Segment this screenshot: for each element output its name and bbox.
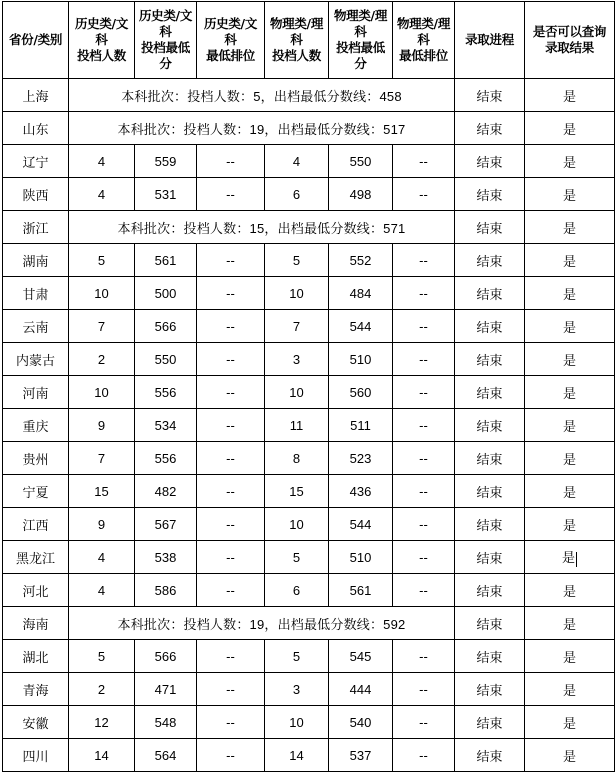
cell-progress: 结束 bbox=[455, 79, 525, 112]
cell-hist-count: 10 bbox=[69, 277, 135, 310]
table-row bbox=[3, 739, 615, 772]
column-header-line: 历史类/文 bbox=[138, 8, 193, 23]
column-header-phys-min-rank bbox=[393, 2, 455, 79]
table-row bbox=[3, 310, 615, 343]
table-header-row bbox=[3, 2, 615, 79]
column-header-line: 分 bbox=[354, 56, 367, 71]
cell-progress: 结束 bbox=[455, 112, 525, 145]
column-header-line: 录取结果 bbox=[545, 40, 594, 55]
cell-phys-min-score: 540 bbox=[329, 706, 393, 739]
text-cursor bbox=[576, 552, 577, 567]
cell-phys-min-rank: -- bbox=[393, 673, 455, 706]
cell-province: 黑龙江 bbox=[3, 541, 69, 574]
table-row bbox=[3, 376, 615, 409]
cell-province: 上海 bbox=[3, 79, 69, 112]
cell-hist-count: 9 bbox=[69, 409, 135, 442]
cell-queryable: 是 bbox=[525, 508, 615, 541]
cell-phys-min-score: 510 bbox=[329, 541, 393, 574]
cell-progress: 结束 bbox=[455, 376, 525, 409]
cell-merged-summary: 本科批次：投档人数：19，出档最低分数线：517 bbox=[69, 112, 455, 145]
cell-phys-min-rank: -- bbox=[393, 343, 455, 376]
table-row bbox=[3, 343, 615, 376]
cell-hist-min-rank: -- bbox=[197, 145, 265, 178]
table-row bbox=[3, 211, 615, 244]
cell-progress: 结束 bbox=[455, 673, 525, 706]
table-row bbox=[3, 475, 615, 508]
table-row bbox=[3, 574, 615, 607]
cell-hist-min-rank: -- bbox=[197, 376, 265, 409]
cell-hist-min-score: 548 bbox=[135, 706, 197, 739]
cell-phys-min-rank: -- bbox=[393, 277, 455, 310]
cell-queryable: 是 bbox=[525, 376, 615, 409]
column-header-line: 科 bbox=[95, 32, 108, 47]
table-body bbox=[3, 79, 615, 772]
cell-phys-min-score: 510 bbox=[329, 343, 393, 376]
cell-progress: 结束 bbox=[455, 640, 525, 673]
cell-phys-min-rank: -- bbox=[393, 376, 455, 409]
cell-phys-min-rank: -- bbox=[393, 739, 455, 772]
cell-progress: 结束 bbox=[455, 739, 525, 772]
cell-hist-count: 12 bbox=[69, 706, 135, 739]
table-row bbox=[3, 640, 615, 673]
column-header-hist-min-rank bbox=[197, 2, 265, 79]
cell-phys-min-rank: -- bbox=[393, 244, 455, 277]
cell-queryable: 是 bbox=[525, 706, 615, 739]
cell-province: 甘肃 bbox=[3, 277, 69, 310]
cell-hist-min-rank: -- bbox=[197, 178, 265, 211]
cell-phys-count: 10 bbox=[265, 706, 329, 739]
cell-hist-count: 4 bbox=[69, 145, 135, 178]
table-row bbox=[3, 277, 615, 310]
cell-progress: 结束 bbox=[455, 277, 525, 310]
cell-phys-min-rank: -- bbox=[393, 508, 455, 541]
cell-phys-min-rank: -- bbox=[393, 541, 455, 574]
cell-hist-count: 5 bbox=[69, 640, 135, 673]
cell-hist-min-score: 471 bbox=[135, 673, 197, 706]
cell-hist-count: 2 bbox=[69, 673, 135, 706]
cell-province: 贵州 bbox=[3, 442, 69, 475]
column-header-hist-min-score bbox=[135, 2, 197, 79]
cell-progress: 结束 bbox=[455, 343, 525, 376]
cell-progress: 结束 bbox=[455, 574, 525, 607]
cell-progress: 结束 bbox=[455, 310, 525, 343]
table-row bbox=[3, 607, 615, 640]
cell-phys-min-score: 537 bbox=[329, 739, 393, 772]
table-row bbox=[3, 112, 615, 145]
cell-phys-count: 5 bbox=[265, 541, 329, 574]
column-header-line: 科 bbox=[290, 32, 303, 47]
cell-hist-min-rank: -- bbox=[197, 673, 265, 706]
column-header-line: 最低排位 bbox=[206, 48, 255, 63]
cell-phys-count: 8 bbox=[265, 442, 329, 475]
cell-phys-min-score: 552 bbox=[329, 244, 393, 277]
cell-province: 宁夏 bbox=[3, 475, 69, 508]
cell-province: 海南 bbox=[3, 607, 69, 640]
cell-queryable: 是 bbox=[525, 178, 615, 211]
cell-hist-min-score: 564 bbox=[135, 739, 197, 772]
cell-province: 江西 bbox=[3, 508, 69, 541]
cell-phys-min-score: 523 bbox=[329, 442, 393, 475]
cell-phys-min-score: 545 bbox=[329, 640, 393, 673]
cell-phys-count: 10 bbox=[265, 376, 329, 409]
column-header-phys-count bbox=[265, 2, 329, 79]
cell-province: 陕西 bbox=[3, 178, 69, 211]
cell-phys-min-rank: -- bbox=[393, 409, 455, 442]
cell-province: 云南 bbox=[3, 310, 69, 343]
cell-queryable: 是 bbox=[525, 673, 615, 706]
column-header-line: 最低排位 bbox=[399, 48, 448, 63]
cell-hist-min-rank: -- bbox=[197, 508, 265, 541]
column-header-line: 投档人数 bbox=[272, 48, 321, 63]
cell-queryable: 是 bbox=[525, 343, 615, 376]
cell-phys-count: 7 bbox=[265, 310, 329, 343]
cell-hist-count: 10 bbox=[69, 376, 135, 409]
table-row bbox=[3, 508, 615, 541]
cell-merged-summary: 本科批次：投档人数：5，出档最低分数线：458 bbox=[69, 79, 455, 112]
column-header-line: 物理类/理 bbox=[333, 8, 388, 23]
cell-province: 四川 bbox=[3, 739, 69, 772]
cell-hist-min-score: 556 bbox=[135, 442, 197, 475]
column-header-line: 历史类/文 bbox=[74, 16, 129, 31]
cell-progress: 结束 bbox=[455, 475, 525, 508]
cell-hist-count: 5 bbox=[69, 244, 135, 277]
column-header-line: 投档最低 bbox=[141, 40, 190, 55]
cell-hist-min-rank: -- bbox=[197, 442, 265, 475]
cell-queryable: 是 bbox=[525, 211, 615, 244]
cell-phys-min-rank: -- bbox=[393, 574, 455, 607]
admission-table bbox=[2, 1, 615, 772]
cell-phys-count: 6 bbox=[265, 574, 329, 607]
cell-province: 重庆 bbox=[3, 409, 69, 442]
column-header-line: 投档最低 bbox=[336, 40, 385, 55]
table-row bbox=[3, 541, 615, 574]
cell-hist-count: 15 bbox=[69, 475, 135, 508]
cell-progress: 结束 bbox=[455, 145, 525, 178]
cell-hist-min-score: 586 bbox=[135, 574, 197, 607]
column-header-hist-count bbox=[69, 2, 135, 79]
cell-phys-min-score: 444 bbox=[329, 673, 393, 706]
cell-hist-count: 4 bbox=[69, 541, 135, 574]
cell-phys-count: 3 bbox=[265, 343, 329, 376]
cell-progress: 结束 bbox=[455, 541, 525, 574]
cell-hist-min-rank: -- bbox=[197, 574, 265, 607]
cell-phys-min-score: 550 bbox=[329, 145, 393, 178]
cell-province: 青海 bbox=[3, 673, 69, 706]
cell-phys-count: 5 bbox=[265, 640, 329, 673]
cell-phys-count: 11 bbox=[265, 409, 329, 442]
table-row bbox=[3, 79, 615, 112]
cell-province: 安徽 bbox=[3, 706, 69, 739]
cell-province: 湖南 bbox=[3, 244, 69, 277]
cell-phys-min-score: 544 bbox=[329, 310, 393, 343]
cell-hist-min-rank: -- bbox=[197, 343, 265, 376]
cell-phys-min-score: 544 bbox=[329, 508, 393, 541]
cell-phys-count: 6 bbox=[265, 178, 329, 211]
cell-phys-min-rank: -- bbox=[393, 442, 455, 475]
cell-hist-min-score: 538 bbox=[135, 541, 197, 574]
cell-phys-count: 10 bbox=[265, 508, 329, 541]
cell-merged-summary: 本科批次：投档人数：15，出档最低分数线：571 bbox=[69, 211, 455, 244]
column-header-line: 分 bbox=[159, 56, 172, 71]
cell-phys-min-score: 561 bbox=[329, 574, 393, 607]
cell-phys-count: 10 bbox=[265, 277, 329, 310]
cell-province: 河北 bbox=[3, 574, 69, 607]
cell-queryable: 是 bbox=[525, 640, 615, 673]
cell-hist-min-score: 531 bbox=[135, 178, 197, 211]
cell-hist-count: 7 bbox=[69, 442, 135, 475]
cell-progress: 结束 bbox=[455, 178, 525, 211]
cell-hist-count: 9 bbox=[69, 508, 135, 541]
cell-phys-min-rank: -- bbox=[393, 310, 455, 343]
table-row bbox=[3, 178, 615, 211]
column-header-line: 省份/类别 bbox=[8, 32, 63, 47]
column-header-line: 历史类/文 bbox=[203, 16, 258, 31]
cell-phys-min-rank: -- bbox=[393, 178, 455, 211]
cell-queryable: 是 bbox=[525, 607, 615, 640]
cell-phys-count: 3 bbox=[265, 673, 329, 706]
table-row bbox=[3, 706, 615, 739]
column-header-line: 投档人数 bbox=[77, 48, 126, 63]
cell-hist-min-score: 561 bbox=[135, 244, 197, 277]
cell-phys-count: 15 bbox=[265, 475, 329, 508]
cell-hist-count: 2 bbox=[69, 343, 135, 376]
column-header-queryable bbox=[525, 2, 615, 79]
cell-phys-min-rank: -- bbox=[393, 640, 455, 673]
cell-hist-min-rank: -- bbox=[197, 310, 265, 343]
cell-progress: 结束 bbox=[455, 706, 525, 739]
cell-hist-min-score: 566 bbox=[135, 310, 197, 343]
column-header-line: 科 bbox=[224, 32, 237, 47]
cell-hist-min-score: 556 bbox=[135, 376, 197, 409]
cell-queryable: 是 bbox=[525, 79, 615, 112]
cell-hist-min-score: 566 bbox=[135, 640, 197, 673]
cell-hist-min-rank: -- bbox=[197, 277, 265, 310]
table-row bbox=[3, 442, 615, 475]
cell-hist-min-rank: -- bbox=[197, 706, 265, 739]
cell-province: 湖北 bbox=[3, 640, 69, 673]
cell-province: 河南 bbox=[3, 376, 69, 409]
column-header-progress bbox=[455, 2, 525, 79]
cell-progress: 结束 bbox=[455, 211, 525, 244]
cell-hist-count: 14 bbox=[69, 739, 135, 772]
cell-queryable: 是 bbox=[525, 310, 615, 343]
cell-hist-min-score: 550 bbox=[135, 343, 197, 376]
cell-phys-count: 4 bbox=[265, 145, 329, 178]
cell-progress: 结束 bbox=[455, 244, 525, 277]
cell-hist-min-rank: -- bbox=[197, 541, 265, 574]
cell-hist-min-rank: -- bbox=[197, 409, 265, 442]
cell-province: 内蒙古 bbox=[3, 343, 69, 376]
cell-province: 浙江 bbox=[3, 211, 69, 244]
cell-phys-min-rank: -- bbox=[393, 706, 455, 739]
cell-queryable: 是 bbox=[525, 541, 615, 574]
cell-progress: 结束 bbox=[455, 442, 525, 475]
table-row bbox=[3, 145, 615, 178]
cell-queryable: 是 bbox=[525, 277, 615, 310]
cell-hist-min-rank: -- bbox=[197, 640, 265, 673]
cell-queryable: 是 bbox=[525, 112, 615, 145]
cell-queryable: 是 bbox=[525, 739, 615, 772]
column-header-line: 是否可以查询 bbox=[532, 24, 607, 39]
cell-hist-min-rank: -- bbox=[197, 475, 265, 508]
cell-phys-count: 5 bbox=[265, 244, 329, 277]
cell-hist-count: 4 bbox=[69, 574, 135, 607]
column-header-province bbox=[3, 2, 69, 79]
cell-hist-count: 7 bbox=[69, 310, 135, 343]
cell-queryable: 是 bbox=[525, 145, 615, 178]
cell-hist-min-score: 500 bbox=[135, 277, 197, 310]
cell-queryable: 是 bbox=[525, 574, 615, 607]
column-header-line: 科 bbox=[159, 24, 172, 39]
column-header-phys-min-score bbox=[329, 2, 393, 79]
cell-queryable: 是 bbox=[525, 409, 615, 442]
table-row bbox=[3, 409, 615, 442]
cell-queryable: 是 bbox=[525, 244, 615, 277]
cell-phys-min-score: 511 bbox=[329, 409, 393, 442]
cell-phys-min-rank: -- bbox=[393, 475, 455, 508]
cell-hist-min-score: 567 bbox=[135, 508, 197, 541]
cell-hist-count: 4 bbox=[69, 178, 135, 211]
cell-hist-min-score: 534 bbox=[135, 409, 197, 442]
column-header-line: 物理类/理 bbox=[396, 16, 451, 31]
cell-phys-count: 14 bbox=[265, 739, 329, 772]
cell-hist-min-rank: -- bbox=[197, 244, 265, 277]
column-header-line: 物理类/理 bbox=[269, 16, 324, 31]
table-row bbox=[3, 244, 615, 277]
cell-phys-min-score: 498 bbox=[329, 178, 393, 211]
column-header-line: 科 bbox=[354, 24, 367, 39]
column-header-line: 录取进程 bbox=[465, 32, 514, 47]
cell-progress: 结束 bbox=[455, 409, 525, 442]
cell-province: 山东 bbox=[3, 112, 69, 145]
cell-phys-min-score: 436 bbox=[329, 475, 393, 508]
cell-hist-min-rank: -- bbox=[197, 739, 265, 772]
cell-hist-min-score: 559 bbox=[135, 145, 197, 178]
cell-queryable: 是 bbox=[525, 475, 615, 508]
cell-phys-min-rank: -- bbox=[393, 145, 455, 178]
cell-merged-summary: 本科批次：投档人数：19，出档最低分数线：592 bbox=[69, 607, 455, 640]
cell-phys-min-score: 560 bbox=[329, 376, 393, 409]
cell-queryable: 是 bbox=[525, 442, 615, 475]
cell-progress: 结束 bbox=[455, 607, 525, 640]
cell-province: 辽宁 bbox=[3, 145, 69, 178]
table-row bbox=[3, 673, 615, 706]
column-header-line: 科 bbox=[417, 32, 430, 47]
cell-hist-min-score: 482 bbox=[135, 475, 197, 508]
cell-phys-min-score: 484 bbox=[329, 277, 393, 310]
cell-progress: 结束 bbox=[455, 508, 525, 541]
